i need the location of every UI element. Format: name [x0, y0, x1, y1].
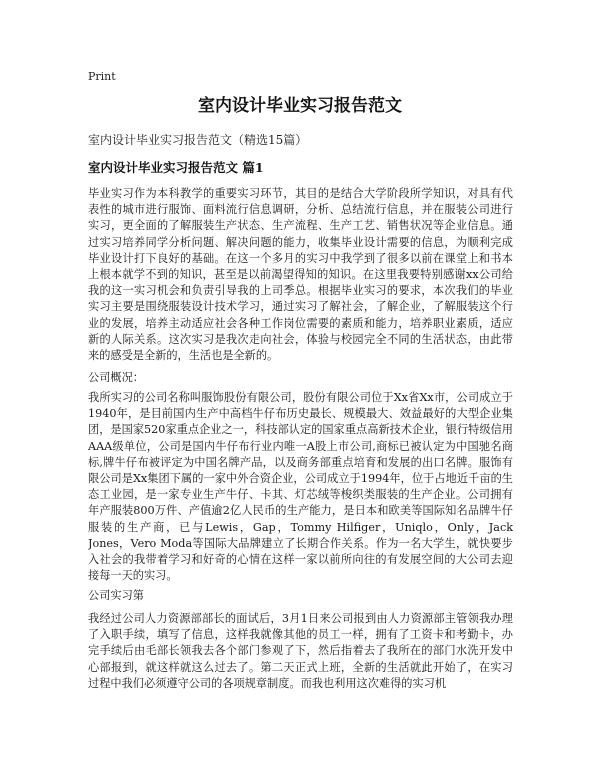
document-title: 室内设计毕业实习报告范文	[198, 96, 402, 116]
body-paragraph-1: 毕业实习作为本科教学的重要实习环节，其目的是结合大学阶段所学知识，对具有代表性的城市进行服饰、面料流行信息调研，分析、总结流行信息，并在服装公司进行实习，更全面的了解服装生产状态、生产流程、生产工艺、销售状况等企业信息。通过实习培养同学分析问题、解决问题的能力，收集毕业设计需要的信息，为顺利完成毕业设计打下良好的基础。在这一个多月的实习中我学到了很多以前在课堂上和书本上根本就学不到的知识，甚至是以前渴望得知的知识。在这里我要特别感谢xx公司给我的这一实习机会和负责引导我的上司季总。根据毕业实习的要求，本次我们的毕业实习主要是围绕服装设计技术学习，通过实习了解社会，了解企业，了解服装这个行业的发展，培养主动适应社会各种工作岗位需要的素质和能力，培养职业素质，适应新的人际关系。这次实习是我次走向社会，体验与校园完全不同的生活状态，由此带来的感受是全新的，生活也是全新的。	[88, 187, 513, 363]
body-paragraph-2: 我所实习的公司名称叫服饰股份有限公司，股份有限公司位于Xx省Xx市，公司成立于1940年，是目前国内生产中高档牛仔布历史最长、规模最大、效益最好的大型企业集团，是国家520家重点企业之一，科技部认定的国家重点高新技术企业，银行特级信用AAA级单位，公司是国内牛仔布行业内唯一A股上市公司,商标已被认定为中国驰名商标,牌牛仔布被评定为中国名牌产品，以及商务部重点培育和发展的出口名牌。服饰有限公司是Xx集团下属的一家中外合资企业，公司成立于1994年，位于占地近千亩的生态工业园，是一家专业生产牛仔、卡其、灯芯绒等梭织类服装的生产企业。公司拥有年产服装800万件、产值逾2亿人民币的生产能力，是日本和欧美等国际知名品牌牛仔服装的生产商，已与Lewis，Gap，Tommy Hilfiger，Uniqlo，Only，Jack Jones，Vero Moda等国际大品牌建立了长期合作关系。作为一名大学生，就快要步入社会的我带着学习和好奇的心情在这样一家以前所向往的有发展空间的大公司去迎接每一天的实习。	[88, 391, 513, 583]
print-label: Print	[88, 70, 116, 83]
company-internship-label: 公司实习第	[88, 589, 144, 602]
body-paragraph-3: 我经过公司人力资源部部长的面试后，3月1日来公司报到由人力资源部主管领我办理了入职手续，填写了信息，这样我就像其他的员工一样，拥有了工资卡和考勤卡，办完手续后由毛部长领我去各个部门参观了下，然后指着去了我所在的部门水洗开发中心部报到，就这样就这么过去了。第二天正式上班，全新的生活就此开始了，在实习过程中我们必须遵守公司的各项规章制度。而我也利用这次难得的实习机	[88, 612, 513, 690]
company-overview-label: 公司概况：	[88, 371, 144, 384]
section-heading: 室内设计毕业实习报告范文 篇1	[88, 160, 264, 175]
document-subtitle: 室内设计毕业实习报告范文（精选15篇）	[88, 133, 308, 147]
